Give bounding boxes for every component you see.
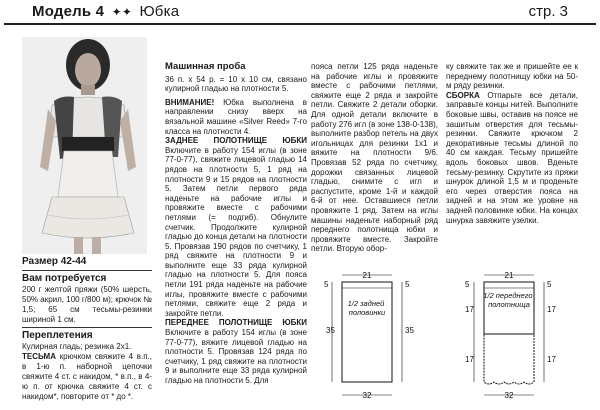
left-info-column (22, 256, 152, 402)
dim-bottom: 32 (504, 391, 514, 400)
attention-paragraph (165, 98, 307, 136)
frill-text: пояса петли 125 ряда наденьте на рабочие иглы и провяжите вместе с рабочими петлями, свяжите еще 2 ряда и закройте петли. Свяжите 2 детали оборки. Для одной детали включите в работу 276 игл (в зоне 138-0-138), выполните разбор петель на двух игольницах для резинки 1х1 и вяжите на плотности 9/6. Провязав 52 ряда по счетчику, дорожки связанных лицевой гладью, снимите с игл и распустите, кроме 1-й и каждой 6-й от нее. Оставшиеся петли провяжите 1 ряд. Затем на иглы машины наденьте наборный ряд переднего полотнища юбки и провяжите вместе. Закройте петли. Вторую обор- (311, 62, 439, 254)
item-title: Юбка (139, 3, 180, 20)
dim-bottom: 32 (362, 391, 372, 400)
instructions-column-1 (165, 62, 307, 386)
attention-text: Юбка выполнена в направлении снизу вверх на вязальной машине «Silver Reed» 7-го класса на плотности 4. (165, 97, 307, 136)
page-header (4, 3, 596, 25)
dim-right: 35 (405, 326, 414, 335)
front-panel-label: ПЕРЕДНЕЕ ПОЛОТНИЩЕ ЮБКИ (165, 318, 307, 328)
frill-attach-text: ку свяжите так же и пришейте ее к переднему полотнищу юбки на 50-м ряду резинки. (446, 62, 578, 91)
dim-right-upper: 17 (547, 305, 556, 314)
dim-step-right: 5 (547, 280, 552, 289)
back-panel-paragraph (165, 136, 307, 318)
dim-top: 21 (362, 271, 372, 280)
assembly-label: СБОРКА (446, 90, 480, 100)
front-panel-text: Включите в работу 154 иглы (в зоне 77-0-77), вяжите лицевой гладью на плотности 5. Провязав 124 ряда по счетчику, 1 ряд свяжите на плотности 9 и выполните еще 33 ряда кулирной гладью на плотности 5. Для (165, 328, 307, 385)
stitches-text (22, 342, 152, 402)
front-panel-paragraph (165, 318, 307, 385)
assembly-text: Отпарьте все детали, заправьте концы нитей. Выполните боковые швы, оставив на поясе не зашитым отверстия для тесьмы-резинки. Свяжите крючком 2 декоративные тесьмы длиной по 40 см каждая. Тесьму пришейте вдоль боковых швов. Вденьте тесьму-резинку. Скрутите из пряжи шнурок длиной 1,5 м и проденьте его через отверстия пояса на задней и на этом же уровне на задней половинке юбки. На концах шнурка завяжите узелки. (446, 90, 578, 225)
decor-stars-icon: ✦✦ (111, 5, 133, 19)
schema-front-label: 1/2 переднего полотнища (483, 291, 533, 309)
dim-left: 35 (326, 326, 335, 335)
size-heading: Размер 42-44 (22, 256, 87, 267)
dim-left-upper: 17 (465, 305, 474, 314)
dim-right-lower: 17 (547, 355, 556, 364)
schema-back-half (322, 270, 427, 410)
schema-back-label: 1/2 задней половинки (347, 299, 386, 317)
header-title-block (32, 3, 179, 20)
dim-step-left: 5 (465, 280, 470, 289)
back-panel-text: Включите в работу 154 иглы (в зоне 77-0-77), свяжите лицевой гладью 14 рядов на плотности 5, 1 ряд на плотности 9 и 15 рядов на плотности 5. Затем петли первого ряда наденьте на рабочие иглы и провяжите вместе с рабочими петлями (= подгиб). Обнулите счетчик. Продолжите кулирной гладью до конца детали на плотности 5. Провязав 190 рядов по счетчику, 1 ряд свяжите на плотности 9 и выполните еще 33 ряда кулирной гладью на плотности 5. Для пояса петли 191 ряда наденьте на рабочие иглы, провяжите вместе с рабочими петлями, свяжите еще 2 ряда и закройте петли. (165, 145, 307, 318)
stitches-list: Кулирная гладь; резинка 2х1. (22, 342, 132, 351)
dim-top: 21 (504, 271, 514, 280)
model-label: Модель 4 (32, 3, 105, 20)
gauge-heading: Машинная проба (165, 61, 246, 72)
schema-front-half (462, 270, 577, 410)
schema-back-drawing (322, 270, 427, 405)
dim-left-lower: 17 (465, 355, 474, 364)
model-photo (22, 37, 147, 254)
materials-text: 200 г желтой пряжи (50% шерсть, 50% акрил, 100 г/800 м); крючок № 1,5; 65 см тесьмы-резинки шириной 1 см. (22, 285, 152, 324)
stitches-heading: Переплетения (22, 330, 93, 341)
page-number: стр. 3 (528, 3, 568, 20)
attention-label: ВНИМАНИЕ! (165, 97, 215, 107)
divider (22, 327, 152, 328)
tape-instructions: крючком свяжите 4 в.п., в 1-ю п. наборной цепочки свяжите 4 ст. с накидом, * в.п., в 4-ю п. от крючка свяжите 4 ст. с накидом*, повторите от * до *. (22, 352, 152, 401)
assembly-paragraph (446, 91, 578, 225)
instructions-column-2 (311, 62, 438, 254)
dim-step-left: 5 (324, 280, 329, 289)
schema-front-drawing (462, 270, 577, 405)
divider (22, 270, 152, 271)
dim-step-right: 5 (405, 280, 410, 289)
instructions-column-3 (446, 62, 578, 225)
model-photo-illustration (22, 37, 147, 254)
back-panel-label: ЗАДНЕЕ ПОЛОТНИЩЕ ЮБКИ (165, 136, 307, 146)
gauge-text: 36 п. х 54 р. = 10 х 10 см, связано кулирной гладью на плотности 5. (165, 74, 307, 94)
tape-label: ТЕСЬМА (22, 352, 56, 361)
materials-heading: Вам потребуется (22, 273, 107, 284)
